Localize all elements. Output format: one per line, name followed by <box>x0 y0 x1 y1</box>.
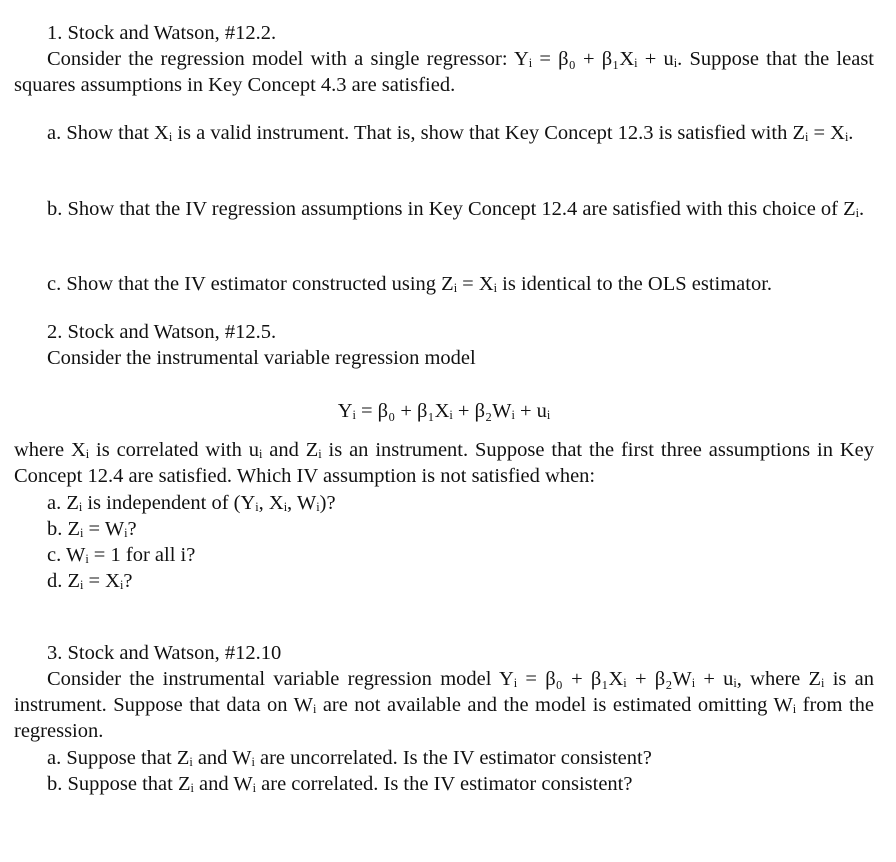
problem1-part-a: a. Show that Xᵢ is a valid instrument. That is, show that Key Concept 12.3 is satisfied with Zᵢ = Xᵢ. <box>47 122 854 144</box>
problem3-intro: Consider the instrumental variable regression model Yᵢ = β₀ + β₁Xᵢ + β₂Wᵢ + uᵢ, where Zᵢ is an instrument. Suppose that data on Wᵢ are not available and the model is estimated omitting Wᵢ from the regression. <box>14 668 874 742</box>
problem2-intro: Consider the instrumental variable regression model <box>47 347 476 369</box>
problem1-heading: 1. Stock and Watson, #12.2. <box>47 22 277 44</box>
problem1-part-c: c. Show that the IV estimator constructed using Zᵢ = Xᵢ is identical to the OLS estimator. <box>47 273 773 295</box>
list-item: b. Zᵢ = Wᵢ? <box>47 518 137 540</box>
problem2-text: where Xᵢ is correlated with uᵢ and Zᵢ is an instrument. Suppose that the first three assumptions in Key Concept 12.4 are satisfied. Which IV assumption is not satisfied when: <box>14 439 874 487</box>
problem1-intro: Consider the regression model with a single regressor: Yᵢ = β₀ + β₁Xᵢ + uᵢ. Suppose that the least squares assumptions in Key Concept 4.3 are satisfied. <box>14 48 874 96</box>
list-item: d. Zᵢ = Xᵢ? <box>47 570 133 592</box>
problem2-list <box>47 490 867 594</box>
problem1-part-b: b. Show that the IV regression assumptions in Key Concept 12.4 are satisfied with this choice of Zᵢ. <box>47 198 865 220</box>
list-item: a. Zᵢ is independent of (Yᵢ, Xᵢ, Wᵢ)? <box>47 492 336 514</box>
list-item: a. Suppose that Zᵢ and Wᵢ are uncorrelated. Is the IV estimator consistent? <box>47 747 652 769</box>
list-item: b. Suppose that Zᵢ and Wᵢ are correlated. Is the IV estimator consistent? <box>47 773 633 795</box>
list-item: c. Wᵢ = 1 for all i? <box>47 544 196 566</box>
problem3-heading: 3. Stock and Watson, #12.10 <box>47 642 282 664</box>
problem2-heading: 2. Stock and Watson, #12.5. <box>47 321 277 343</box>
problem3-list <box>47 745 867 797</box>
problem2-equation: Yᵢ = β₀ + β₁Xᵢ + β₂Wᵢ + uᵢ <box>337 400 551 422</box>
